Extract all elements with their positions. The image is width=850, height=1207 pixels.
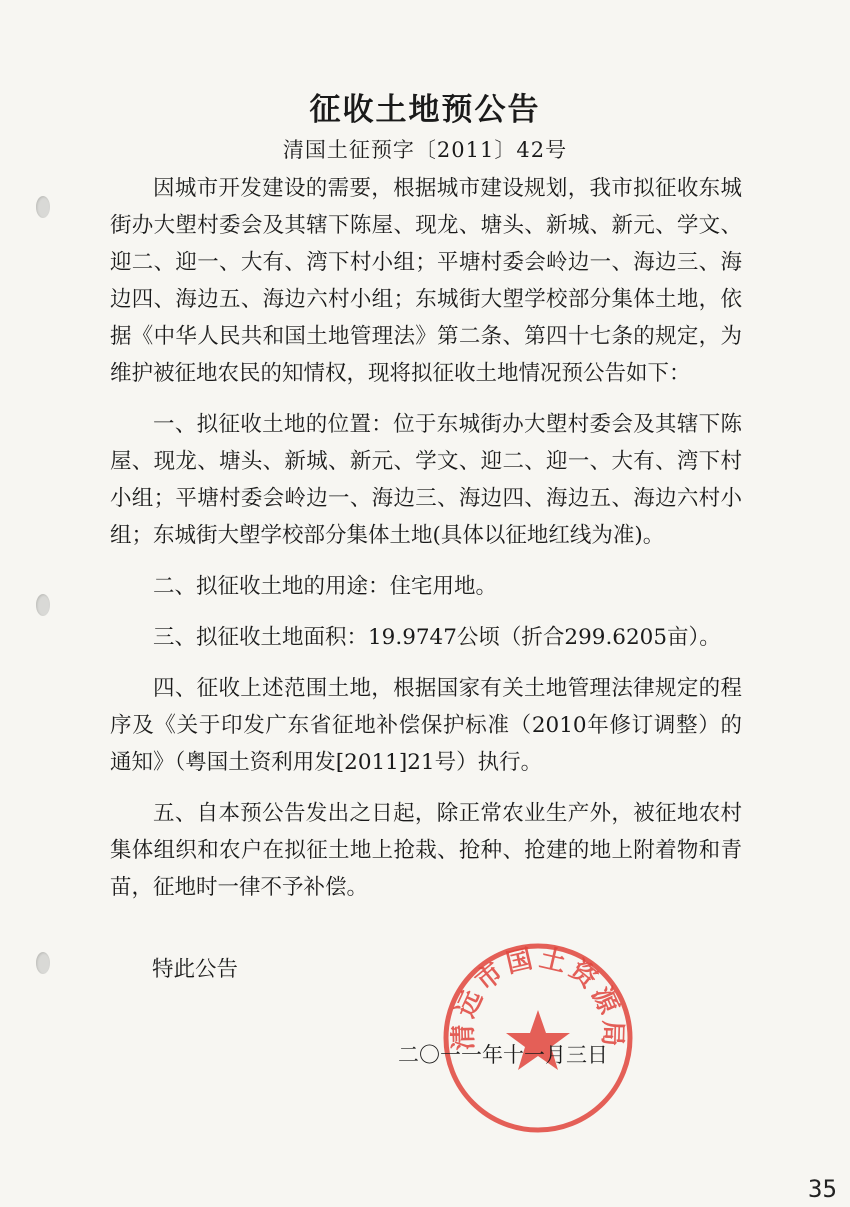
page-number: 35 [808, 1175, 837, 1203]
official-seal [438, 938, 638, 1138]
item-paragraph: 五、自本预公告发出之日起，除正常农业生产外，被征地农村集体组织和农户在拟征土地上抢栽、抢种、抢建的地上附着物和青苗，征地时一律不予补偿。 [110, 801, 742, 900]
closing-text: 特此公告 [152, 957, 239, 982]
item-paragraph: 二、拟征收土地的用途：住宅用地。 [153, 574, 498, 599]
item-paragraph: 一、拟征收土地的位置：位于东城街办大塱村委会及其辖下陈屋、现龙、塘头、新城、新元、学文、迎二、迎一、大有、湾下村小组；平塘村委会岭边一、海边三、海边四、海边五、海边六村小组；东城街大塱学校部分集体土地(具体以征地红线为准)。 [110, 412, 742, 548]
document-body [110, 170, 742, 906]
punch-hole [36, 952, 50, 974]
intro-paragraph: 因城市开发建设的需要，根据城市建设规划，我市拟征收东城街办大塱村委会及其辖下陈屋、现龙、塘头、新城、新元、学文、迎二、迎一、大有、湾下村小组；平塘村委会岭边一、海边三、海边四、海边五、海边六村小组；东城街大塱学校部分集体土地，依据《中华人民共和国土地管理法》第二条、第四十七条的规定，为维护被征地农民的知情权，现将拟征收土地情况预公告如下： [110, 176, 742, 386]
document-number: 清国土征预字〔2011〕42号 [282, 138, 568, 162]
item-paragraph: 四、征收上述范围土地，根据国家有关土地管理法律规定的程序及《关于印发广东省征地补偿保护标准（2010年修订调整）的通知》（粤国土资利用发[2011]21号）执行。 [110, 676, 742, 775]
item-paragraph: 三、拟征收土地面积：19.9747公顷（折合299.6205亩）。 [153, 625, 721, 650]
seal-text: 清远市国土资源局 [448, 943, 628, 1051]
document-title: 征收土地预公告 [309, 92, 541, 128]
document-date: 二〇一一年十一月三日 [398, 1043, 608, 1067]
punch-hole [36, 196, 50, 218]
punch-hole [36, 594, 50, 616]
